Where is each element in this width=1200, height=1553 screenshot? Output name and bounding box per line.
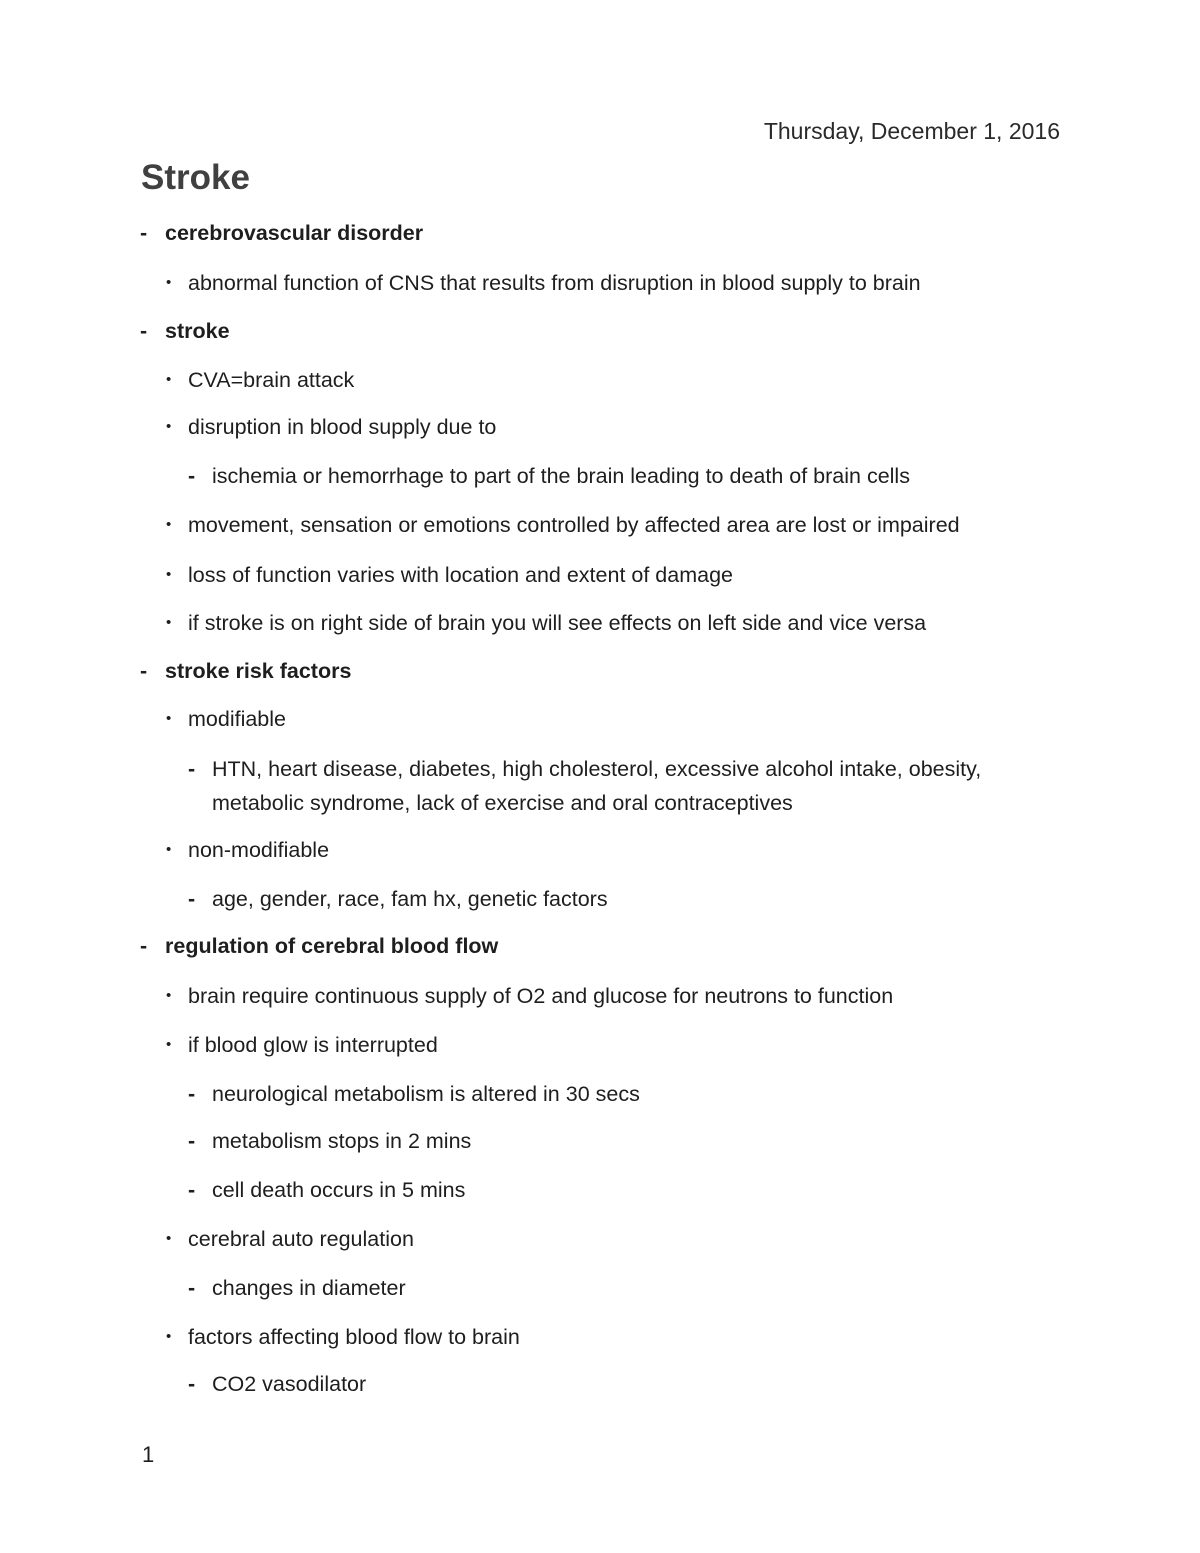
sub-item [188,1273,406,1303]
bullet-marker: • [166,274,172,291]
dash-marker: - [188,1129,196,1153]
sub-item [188,461,910,491]
sub-item-text: cell death occurs in 5 mins [212,1178,466,1202]
bullet-text: modifiable [188,707,286,731]
bullet-marker: • [166,516,172,533]
bullet-marker: • [166,841,172,858]
dash-marker: - [188,887,196,911]
sub-item [188,752,1048,820]
dash-marker: - [188,1372,196,1396]
bullet-text: abnormal function of CNS that results from disruption in blood supply to brain [188,271,921,295]
sub-item-text: HTN, heart disease, diabetes, high cholesterol, excessive alcohol intake, obesity, metabolic syndrome, lack of exercise and oral contraceptives [212,757,982,815]
dash-marker: - [188,1178,196,1202]
sub-item [188,1175,465,1205]
bullet-item [166,510,960,540]
heading-text: cerebrovascular disorder [165,221,424,245]
sub-item-text: neurological metabolism is altered in 30 secs [212,1082,640,1106]
page-title: Stroke [141,158,250,197]
sub-item [188,1126,471,1156]
heading-stroke-risk-factors [140,656,351,686]
bullet-marker: • [166,710,172,727]
bullet-item [166,704,286,734]
dash-marker: - [188,1082,196,1106]
bullet-text: factors affecting blood flow to brain [188,1325,520,1349]
bullet-marker: • [166,1230,172,1247]
bullet-text: if blood glow is interrupted [188,1033,438,1057]
bullet-item [166,268,921,298]
bullet-marker: • [166,566,172,583]
page-number: 1 [142,1442,155,1467]
dash-marker: - [140,934,148,958]
bullet-item [166,560,733,590]
bullet-marker: • [166,371,172,388]
dash-marker: - [188,757,196,781]
heading-text: stroke risk factors [165,659,352,683]
bullet-item [166,835,329,865]
dash-marker: - [140,659,148,683]
document-date: Thursday, December 1, 2016 [763,118,1060,144]
bullet-item [166,365,354,395]
bullet-text: movement, sensation or emotions controlled by affected area are lost or impaired [188,513,960,537]
bullet-marker: • [166,1328,172,1345]
bullet-item [166,608,926,638]
bullet-item [166,412,496,442]
sub-item [188,1369,366,1399]
heading-text: regulation of cerebral blood flow [165,934,499,958]
sub-item-text: changes in diameter [212,1276,406,1300]
heading-regulation-of-cerebral-blood-flow [140,931,498,961]
sub-item-text: metabolism stops in 2 mins [212,1129,472,1153]
bullet-text: cerebral auto regulation [188,1227,414,1251]
bullet-item [166,981,893,1011]
sub-item [188,1079,640,1109]
bullet-text: loss of function varies with location and extent of damage [188,563,733,587]
bullet-marker: • [166,987,172,1004]
dash-marker: - [188,1276,196,1300]
sub-item-text: ischemia or hemorrhage to part of the brain leading to death of brain cells [212,464,910,488]
bullet-marker: • [166,614,172,631]
bullet-item [166,1322,520,1352]
heading-cerebrovascular-disorder [140,218,423,248]
bullet-text: disruption in blood supply due to [188,415,497,439]
bullet-marker: • [166,1036,172,1053]
dash-marker: - [188,464,196,488]
bullet-text: CVA=brain attack [188,368,355,392]
dash-marker: - [140,319,148,343]
heading-stroke [140,316,230,346]
bullet-text: brain require continuous supply of O2 and glucose for neutrons to function [188,984,894,1008]
heading-text: stroke [165,319,230,343]
dash-marker: - [140,221,148,245]
sub-item-text: age, gender, race, fam hx, genetic factors [212,887,608,911]
sub-item-text: CO2 vasodilator [212,1372,367,1396]
sub-item [188,884,608,914]
bullet-item [166,1224,414,1254]
bullet-marker: • [166,418,172,435]
bullet-item [166,1030,438,1060]
bullet-text: non-modifiable [188,838,330,862]
bullet-text: if stroke is on right side of brain you will see effects on left side and vice versa [188,611,927,635]
